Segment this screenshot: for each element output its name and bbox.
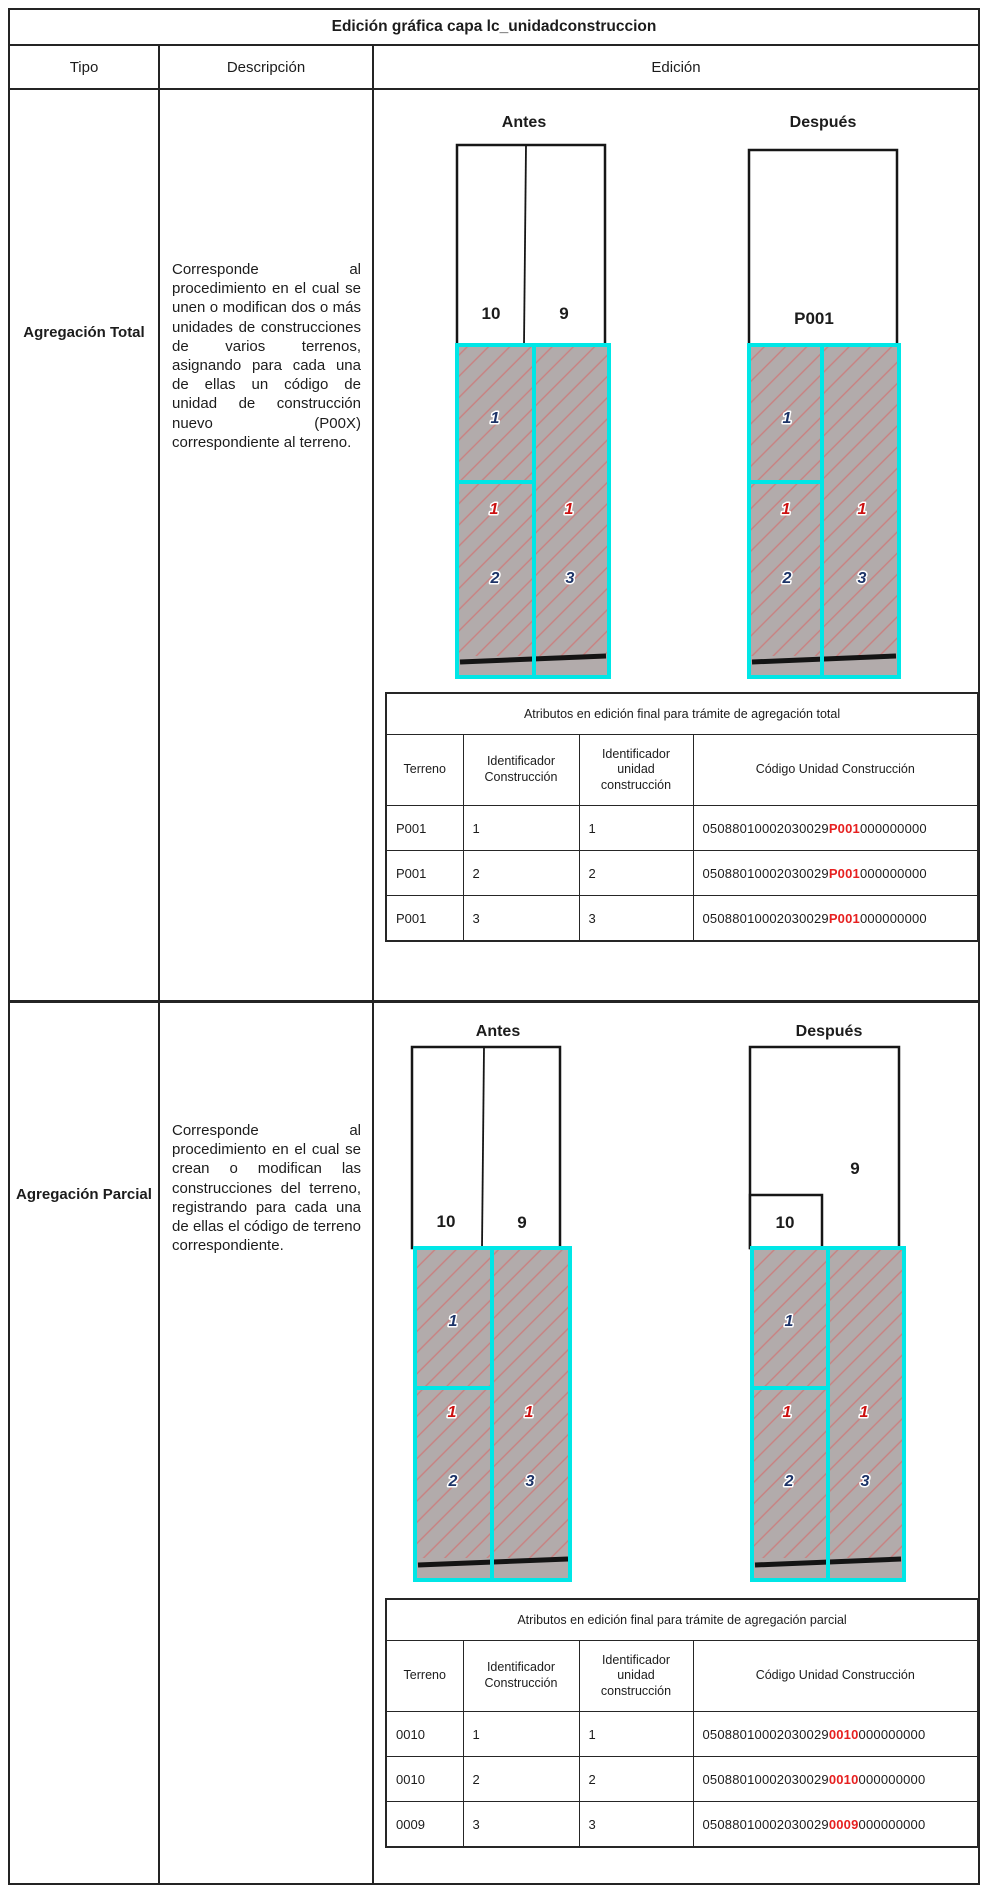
attributes-header-row — [386, 735, 978, 806]
code-highlight: P001 — [828, 910, 860, 926]
col-id-unidad: Identificador unidad construcción — [579, 735, 693, 806]
unit-1-blue: 1 — [448, 1313, 458, 1330]
table-row — [386, 806, 978, 851]
unit-3-blue: 3 — [860, 1473, 870, 1490]
antes-parcels-outline — [412, 1047, 560, 1248]
unit-3-blue: 3 — [857, 570, 867, 587]
despues-construction-units — [752, 1248, 904, 1580]
code-highlight: 0010 — [828, 1726, 859, 1742]
unit-1-red-left: 1 — [447, 1404, 457, 1421]
cell-id-construccion: 2 — [463, 1757, 579, 1802]
col-id-construccion: Identificador Construcción — [463, 735, 579, 806]
col-terreno: Terreno — [386, 735, 463, 806]
attributes-table-title: Atributos en edición final para trámite de agregación total — [386, 693, 978, 735]
parcel-10-label: 10 — [775, 1213, 795, 1232]
unit-1-blue: 1 — [490, 410, 500, 427]
unit-3-blue: 3 — [565, 570, 575, 587]
unit-1-red-right: 1 — [857, 501, 867, 518]
col-codigo: Código Unidad Construcción — [693, 1641, 978, 1712]
cell-codigo: 05088010002030029P001000000000 — [693, 896, 978, 942]
table-row — [386, 1712, 978, 1757]
col-id-construccion: Identificador Construcción — [463, 1641, 579, 1712]
parcel-9-label: 9 — [559, 304, 569, 323]
cell-terreno: 0010 — [386, 1712, 463, 1757]
antes-construction-units — [457, 345, 609, 677]
parcel-9-label: 9 — [850, 1159, 860, 1178]
cell-id-unidad: 2 — [579, 851, 693, 896]
attributes-header-row — [386, 1641, 978, 1712]
antes-construction-units — [415, 1248, 570, 1580]
column-headers — [10, 46, 978, 90]
cell-id-construccion: 1 — [463, 806, 579, 851]
unit-1-red-left: 1 — [781, 501, 791, 518]
table-row — [386, 1802, 978, 1848]
cell-id-unidad: 1 — [579, 806, 693, 851]
tipo-label-total: Agregación Total — [10, 90, 160, 1000]
unit-2-blue: 2 — [782, 570, 792, 587]
attributes-table-title: Atributos en edición final para trámite de agregación parcial — [386, 1599, 978, 1641]
edicion-cell-total — [374, 90, 978, 1000]
cell-id-construccion: 3 — [463, 896, 579, 942]
descripcion-total: Corresponde al procedimiento en el cual se unen o modifican dos o más unidades de construcciones de varios terrenos, asignando para cada una de ellas un código de unidad de construcción nuevo (P00X) correspondiente al terreno. — [160, 90, 374, 1000]
diagram-agregacion-parcial — [374, 1003, 980, 1598]
code-highlight: P001 — [828, 865, 860, 881]
antes-title: Antes — [475, 1023, 521, 1040]
code-highlight: 0009 — [828, 1816, 859, 1832]
parcel-9-label: 9 — [517, 1213, 527, 1232]
despues-title: Después — [795, 1023, 863, 1040]
unit-2-blue: 2 — [784, 1473, 794, 1490]
antes-title: Antes — [501, 114, 547, 131]
unit-1-red-right: 1 — [524, 1404, 534, 1421]
page-title: Edición gráfica capa lc_unidadconstruccion — [10, 10, 978, 46]
column-header-descripcion: Descripción — [160, 46, 374, 88]
table-row — [386, 851, 978, 896]
unit-1-blue: 1 — [784, 1313, 794, 1330]
cell-id-unidad: 1 — [579, 1712, 693, 1757]
cell-codigo: 050880100020300290009000000000 — [693, 1802, 978, 1848]
diagram-agregacion-total — [374, 90, 980, 692]
attributes-table-total — [385, 692, 979, 942]
unit-1-red-right: 1 — [564, 501, 574, 518]
edition-table — [8, 8, 980, 1885]
cell-codigo: 050880100020300290010000000000 — [693, 1712, 978, 1757]
descripcion-parcial: Corresponde al procedimiento en el cual se crean o modifican las construcciones del terreno, registrando para cada una de ellas el código de terreno correspondiente. — [160, 1003, 374, 1883]
row-agregacion-total — [10, 90, 978, 1003]
column-header-edicion: Edición — [651, 58, 701, 76]
cell-id-unidad: 2 — [579, 1757, 693, 1802]
unit-2-blue: 2 — [490, 570, 500, 587]
unit-1-red-left: 1 — [489, 501, 499, 518]
parcel-10-label: 10 — [481, 304, 501, 323]
tipo-label-parcial: Agregación Parcial — [10, 1003, 160, 1883]
unit-1-red-left: 1 — [782, 1404, 792, 1421]
cell-terreno: 0009 — [386, 1802, 463, 1848]
cell-id-unidad: 3 — [579, 1802, 693, 1848]
cell-id-construccion: 3 — [463, 1802, 579, 1848]
cell-codigo: 05088010002030029P001000000000 — [693, 806, 978, 851]
table-row — [386, 896, 978, 942]
cell-codigo: 050880100020300290010000000000 — [693, 1757, 978, 1802]
unit-1-blue: 1 — [782, 410, 792, 427]
row-agregacion-parcial — [10, 1003, 978, 1883]
despues-title: Después — [789, 114, 857, 131]
edicion-cell-parcial — [374, 1003, 978, 1883]
unit-3-blue: 3 — [525, 1473, 535, 1490]
table-row — [386, 1757, 978, 1802]
attributes-table-parcial — [385, 1598, 979, 1848]
column-header-tipo: Tipo — [10, 46, 160, 88]
parcel-10-label: 10 — [436, 1212, 456, 1231]
cell-terreno: 0010 — [386, 1757, 463, 1802]
parcel-p001-label: P001 — [794, 309, 834, 328]
cell-codigo: 05088010002030029P001000000000 — [693, 851, 978, 896]
cell-terreno: P001 — [386, 896, 463, 942]
unit-1-red-right: 1 — [859, 1404, 869, 1421]
cell-terreno: P001 — [386, 806, 463, 851]
col-id-unidad: Identificador unidad construcción — [579, 1641, 693, 1712]
code-highlight: 0010 — [828, 1771, 859, 1787]
cell-terreno: P001 — [386, 851, 463, 896]
cell-id-construccion: 2 — [463, 851, 579, 896]
cell-id-unidad: 3 — [579, 896, 693, 942]
despues-construction-units — [749, 345, 899, 677]
col-terreno: Terreno — [386, 1641, 463, 1712]
code-highlight: P001 — [828, 820, 860, 836]
unit-2-blue: 2 — [448, 1473, 458, 1490]
cell-id-construccion: 1 — [463, 1712, 579, 1757]
antes-parcels-outline — [457, 145, 605, 345]
col-codigo: Código Unidad Construcción — [693, 735, 978, 806]
